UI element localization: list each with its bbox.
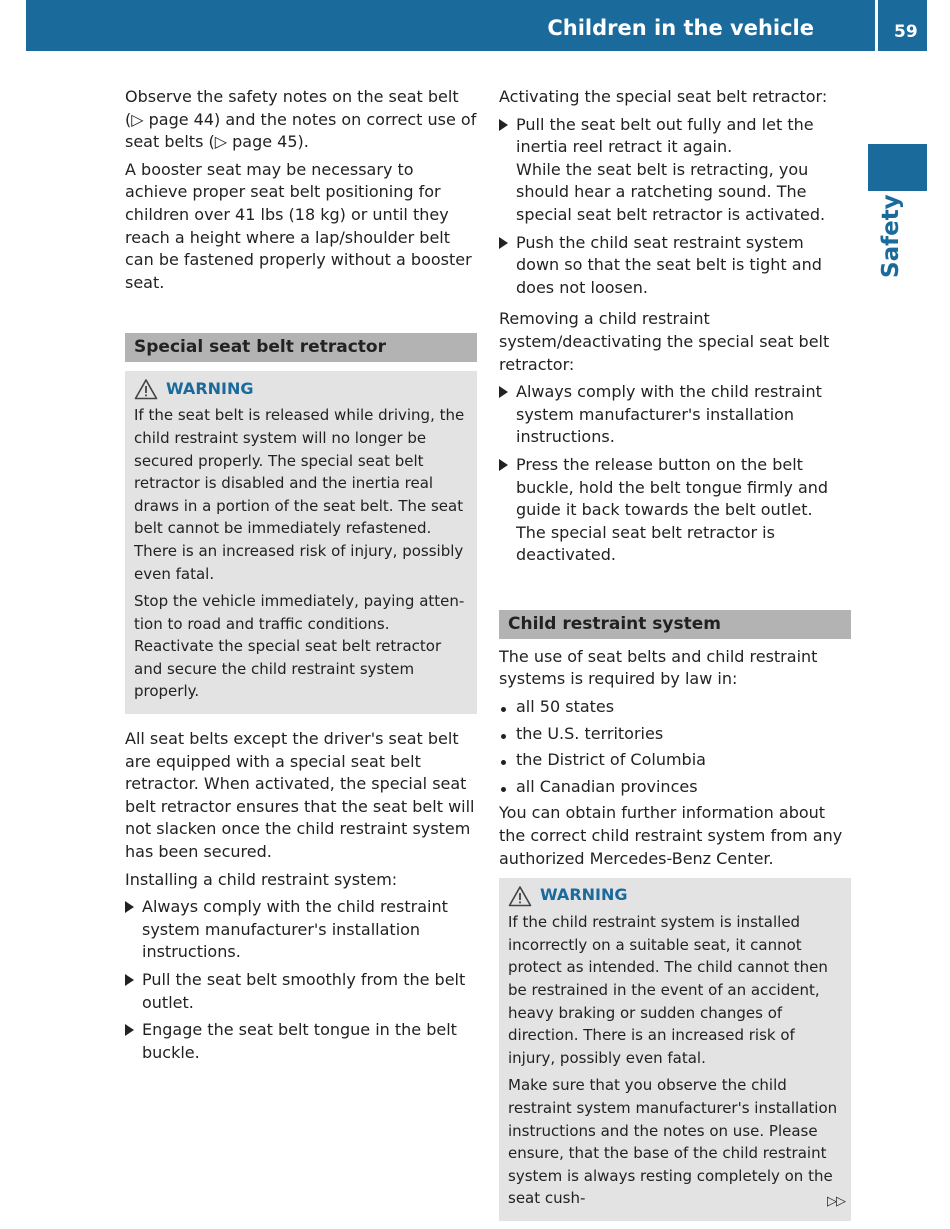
page-number: 59 (894, 22, 918, 42)
instruction-step (499, 232, 851, 300)
removing-heading: Removing a child restraint system/deactivating the special seat belt retractor: (499, 309, 830, 374)
header-bar (26, 0, 927, 51)
warning-header (508, 880, 842, 911)
list-item: all 50 states (499, 696, 851, 719)
continued-arrows-icon: ▷▷ (827, 1194, 845, 1209)
step-text: Always comply with the child restraint system manufacturer's installation instructions. (516, 382, 822, 447)
bullet-dot-icon (501, 707, 506, 712)
step-text: Pull the seat belt smoothly from the belt outlet. (142, 970, 466, 1012)
instruction-step (499, 381, 851, 449)
law-intro: The use of seat belts and child restraint systems is required by law in: (499, 646, 818, 689)
instruction-step (499, 454, 851, 567)
header-divider (875, 0, 878, 51)
step-text: Pull the seat belt out fully and let the inertia reel retract it again. (516, 114, 814, 157)
warning-text: Stop the vehicle immediately, paying attention to road and traffic conditions. Reactivate the special seat belt retractor and secure the child restraint system properly. (134, 592, 465, 701)
step-result: The special seat belt retractor is deactivated. (516, 522, 775, 565)
warning-text: Make sure that you observe the child restraint system manufacturer's installation instructions and the notes on use. Please ensure, that the base of the child restraint system is always resting completely on the seat cush- (508, 1076, 838, 1208)
right-column (499, 86, 851, 1221)
step-text: Push the child seat restraint system down so that the seat belt is tight and does not loosen. (516, 232, 822, 297)
bullet-dot-icon (501, 760, 506, 765)
body-paragraph: All seat belts except the driver's seat belt are equipped with a special seat belt retractor. When activated, the special seat belt retractor ensures that the seat belt will not slacken once the child restraint system has been secured. (125, 729, 475, 862)
step-result: While the seat belt is retracting, you should hear a ratcheting sound. The special seat belt retractor is activated. (516, 159, 826, 224)
triangle-arrow-icon (499, 386, 508, 398)
warning-triangle-icon (134, 378, 158, 400)
left-column (125, 86, 477, 1069)
chapter-title: Children in the vehicle (547, 16, 814, 40)
list-item: the U.S. territories (499, 723, 851, 746)
list-item: the District of Columbia (499, 749, 851, 772)
warning-triangle-icon (508, 885, 532, 907)
intro-paragraph: A booster seat may be necessary to achieve proper seat belt positioning for children over 41 lbs (18 kg) or until they reach a height where a lap/shoulder belt can be fastened properly without a booster seat. (125, 159, 472, 292)
triangle-arrow-icon (499, 237, 508, 249)
triangle-arrow-icon (125, 1024, 134, 1036)
section-heading: Child restraint system (499, 610, 851, 639)
warning-header (134, 373, 468, 404)
section-heading: Special seat belt retractor (125, 333, 477, 362)
triangle-arrow-icon (125, 974, 134, 986)
triangle-arrow-icon (499, 459, 508, 471)
instruction-step (125, 896, 477, 964)
installing-heading: Installing a child restraint system: (125, 869, 398, 889)
instruction-step (499, 114, 851, 227)
warning-text: If the seat belt is released while driving, the child restraint system will no longer be secured properly. The special seat belt retractor is disabled and the inertia real draws in a portion of the seat belt. The seat belt cannot be immediately refastened. There is an increased risk of injury, possibly even fatal. (134, 406, 465, 583)
instruction-step (125, 1019, 477, 1064)
side-tab-marker (868, 144, 927, 191)
list-item: all Canadian provinces (499, 776, 851, 799)
bullet-dot-icon (501, 734, 506, 739)
triangle-arrow-icon (125, 901, 134, 913)
intro-paragraph: Observe the safety notes on the seat belt (▷ page 44) and the notes on correct use of seat belts (▷ page 45). (125, 87, 477, 152)
step-text: Engage the seat belt tongue in the belt buckle. (142, 1020, 457, 1062)
warning-label: WARNING (166, 378, 254, 398)
step-text: Always comply with the child restraint system manufacturer's installation instructions. (142, 897, 448, 962)
warning-box (499, 878, 851, 1221)
warning-box (125, 371, 477, 714)
instruction-step (125, 969, 477, 1014)
warning-text: If the child restraint system is installed incorrectly on a suitable seat, it cannot protect as intended. The child cannot then be restrained in the event of an accident, heavy braking or sudden changes of direction. There is an increased risk of injury, possibly even fatal. (508, 913, 828, 1067)
warning-label: WARNING (540, 885, 628, 905)
step-text: Press the release button on the belt buckle, hold the belt tongue firmly and guide it back towards the belt outlet. (516, 454, 829, 520)
triangle-arrow-icon (499, 119, 508, 131)
activating-heading: Activating the special seat belt retractor: (499, 87, 828, 106)
info-paragraph: You can obtain further information about the correct child restraint system from any authorized Mercedes-Benz Center. (499, 803, 843, 868)
side-tab-label: Safety (878, 194, 904, 278)
bullet-dot-icon (501, 787, 506, 792)
